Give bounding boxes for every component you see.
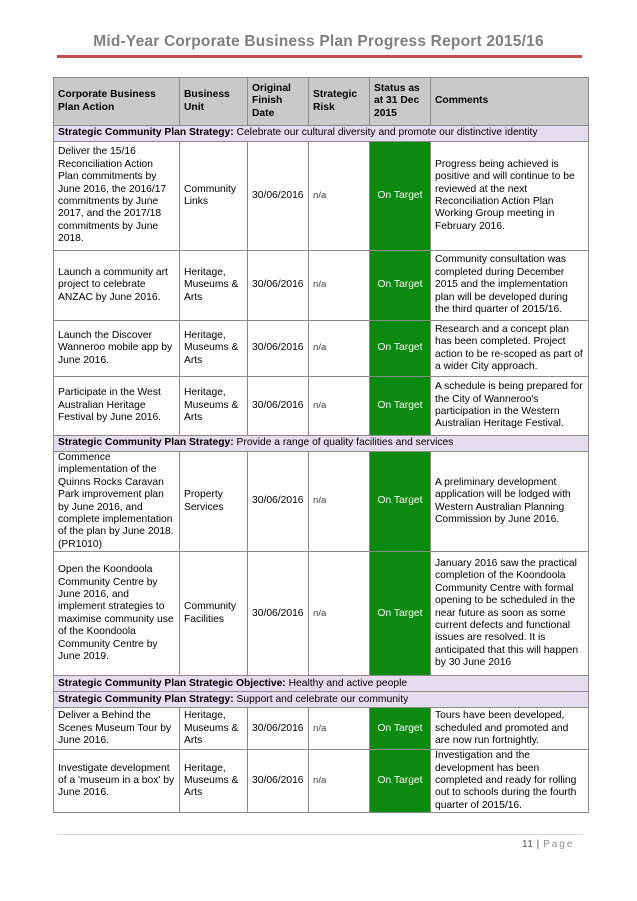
header-status: Status as at 31 Dec 2015 — [370, 78, 431, 126]
table-row — [54, 452, 589, 552]
risk-cell: n/a — [309, 251, 370, 321]
table-row — [54, 321, 589, 377]
risk-cell: n/a — [309, 452, 370, 552]
strategy-label: Strategic Community Plan Strategic Objective: — [58, 677, 286, 689]
strategy-row — [54, 126, 589, 142]
strategy-cell — [54, 436, 589, 452]
page-number-separator: | — [536, 839, 540, 850]
status-cell: On Target — [370, 142, 431, 251]
comments-cell: Research and a concept plan has been completed. Project action to be re-scoped as part of a wider City approach. — [431, 321, 589, 377]
finish-cell: 30/06/2016 — [248, 708, 309, 750]
page-number-value: 11 — [522, 839, 534, 850]
strategy-text: Provide a range of quality facilities and services — [233, 437, 454, 449]
table-row — [54, 377, 589, 436]
table-row — [54, 750, 589, 813]
page-title: Mid-Year Corporate Business Plan Progress Report 2015/16 — [93, 33, 544, 50]
finish-cell: 30/06/2016 — [248, 552, 309, 676]
page-label: Page — [543, 839, 575, 850]
status-cell: On Target — [370, 321, 431, 377]
business-plan-table — [53, 77, 589, 813]
title-rule — [57, 55, 582, 58]
status-cell: On Target — [370, 452, 431, 552]
status-cell: On Target — [370, 708, 431, 750]
status-cell: On Target — [370, 251, 431, 321]
unit-cell: Heritage, Museums & Arts — [180, 377, 248, 436]
risk-cell: n/a — [309, 321, 370, 377]
action-cell: Investigate development of a 'museum in a box' by June 2016. — [54, 750, 180, 813]
unit-cell: Heritage, Museums & Arts — [180, 251, 248, 321]
risk-cell: n/a — [309, 708, 370, 750]
comments-cell: A schedule is being prepared for the City of Wanneroo's participation in the Western Australian Heritage Festival. — [431, 377, 589, 436]
strategy-text: Support and celebrate our community — [233, 693, 409, 705]
table-row — [54, 552, 589, 676]
action-cell: Deliver a Behind the Scenes Museum Tour by June 2016. — [54, 708, 180, 750]
comments-cell: Investigation and the development has been completed and ready for rolling out to schools during the fourth quarter of 2015/16. — [431, 750, 589, 813]
unit-cell: Heritage, Museums & Arts — [180, 708, 248, 750]
header-action: Corporate Business Plan Action — [54, 78, 180, 126]
table-header-row — [54, 78, 589, 126]
finish-cell: 30/06/2016 — [248, 452, 309, 552]
page-number — [522, 839, 574, 850]
finish-cell: 30/06/2016 — [248, 750, 309, 813]
finish-cell: 30/06/2016 — [248, 377, 309, 436]
comments-cell: Community consultation was completed during December 2015 and the implementation plan will be developed during the third quarter of 2015/16. — [431, 251, 589, 321]
risk-cell: n/a — [309, 377, 370, 436]
action-cell: Participate in the West Australian Heritage Festival by June 2016. — [54, 377, 180, 436]
finish-cell: 30/06/2016 — [248, 251, 309, 321]
objective-row — [54, 676, 589, 692]
strategy-label: Strategic Community Plan Strategy: — [58, 693, 234, 705]
table-row — [54, 142, 589, 251]
strategy-cell — [54, 126, 589, 142]
status-cell: On Target — [370, 750, 431, 813]
header-risk: Strategic Risk — [309, 78, 370, 126]
header-unit: Business Unit — [180, 78, 248, 126]
finish-cell: 30/06/2016 — [248, 142, 309, 251]
unit-cell: Community Facilities — [180, 552, 248, 676]
strategy-row — [54, 692, 589, 708]
header-comments: Comments — [431, 78, 589, 126]
header-finish: Original Finish Date — [248, 78, 309, 126]
strategy-cell — [54, 676, 589, 692]
unit-cell: Community Links — [180, 142, 248, 251]
status-cell: On Target — [370, 552, 431, 676]
unit-cell: Property Services — [180, 452, 248, 552]
comments-cell: Progress being achieved is positive and will continue to be reviewed at the next Reconciliation Action Plan Working Group meeting in February 2016. — [431, 142, 589, 251]
risk-cell: n/a — [309, 750, 370, 813]
table-row — [54, 708, 589, 750]
risk-cell: n/a — [309, 552, 370, 676]
strategy-text: Healthy and active people — [285, 677, 408, 689]
unit-cell: Heritage, Museums & Arts — [180, 321, 248, 377]
action-cell: Open the Koondoola Community Centre by June 2016, and implement strategies to maximise community use of the Koondoola Community Centre by June 2019. — [54, 552, 180, 676]
table-row — [54, 251, 589, 321]
strategy-cell — [54, 692, 589, 708]
finish-cell: 30/06/2016 — [248, 321, 309, 377]
status-cell: On Target — [370, 377, 431, 436]
strategy-label: Strategic Community Plan Strategy: — [58, 437, 234, 449]
action-cell: Commence implementation of the Quinns Rocks Caravan Park improvement plan by June 2016, and complete implementation of the plan by June 2018. (PR1010) — [54, 452, 180, 552]
action-cell: Launch the Discover Wanneroo mobile app by June 2016. — [54, 321, 180, 377]
strategy-label: Strategic Community Plan Strategy: — [58, 127, 234, 139]
strategy-text: Celebrate our cultural diversity and promote our distinctive identity — [233, 127, 538, 139]
action-cell: Deliver the 15/16 Reconciliation Action Plan commitments by June 2016, the 2016/17 commitments by June 2017, and the 2017/18 commitments by June 2018. — [54, 142, 180, 251]
action-cell: Launch a community art project to celebrate ANZAC by June 2016. — [54, 251, 180, 321]
comments-cell: January 2016 saw the practical completion of the Koondoola Community Centre with formal opening to be scheduled in the near future as soon as some current defects and functional issues are resolved. It is anticipated that this will happen by 30 June 2016 — [431, 552, 589, 676]
footer-rule — [57, 834, 582, 835]
comments-cell: Tours have been developed, scheduled and promoted and are now run fortnightly. — [431, 708, 589, 750]
strategy-row — [54, 436, 589, 452]
risk-cell: n/a — [309, 142, 370, 251]
unit-cell: Heritage, Museums & Arts — [180, 750, 248, 813]
comments-cell: A preliminary development application will be lodged with Western Australian Planning Commission by June 2016. — [431, 452, 589, 552]
